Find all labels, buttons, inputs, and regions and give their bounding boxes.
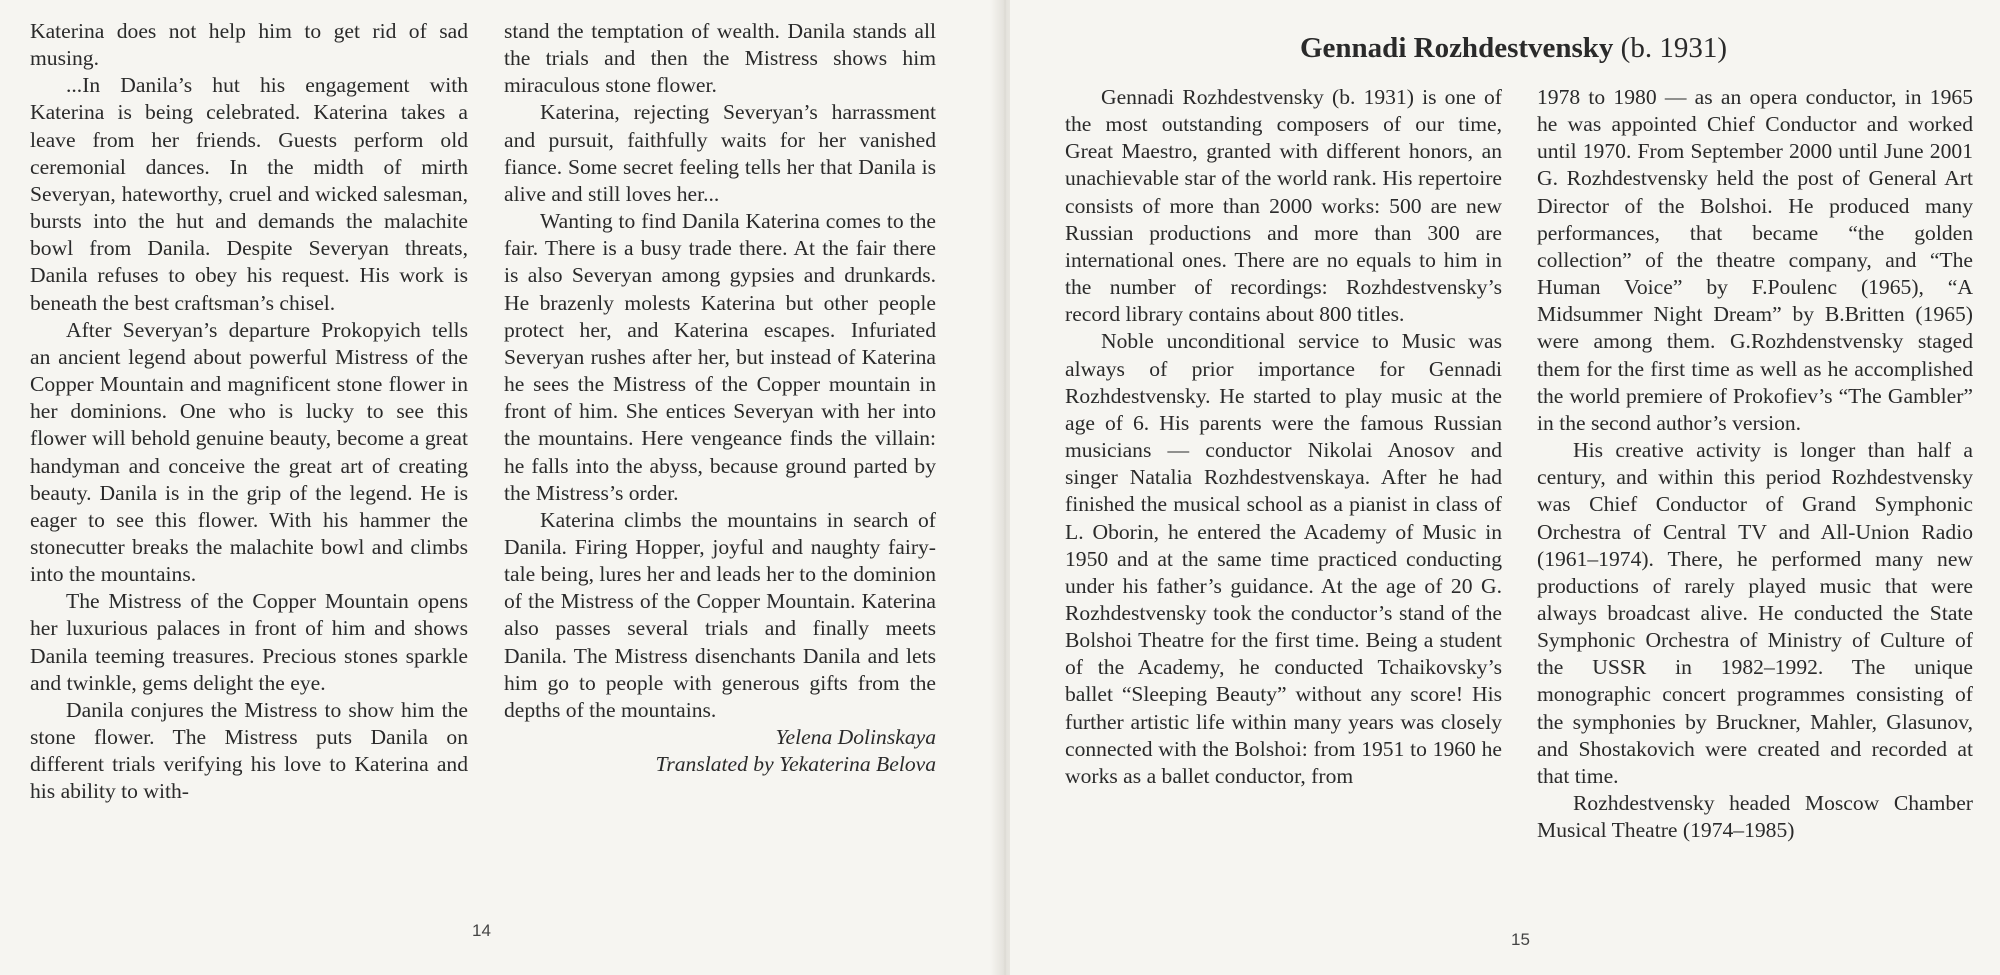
translator-credit: Translated by Yekaterina Belova [655, 752, 936, 777]
author-signature: Yelena Dolinskaya [775, 725, 936, 750]
left-page-column-1 [30, 18, 468, 806]
right-page-column-2 [1537, 84, 1973, 844]
paragraph: ...In Danila’s hut his engagement with Katerina is being celebrated. Katerina takes a leave from her friends. Guests perform old ceremonial dances. In the midth of mirth Severyan, hateworthy, cruel and wicked salesman, bursts into the hut and demands the malachite bowl from Danila. Despite Severyan threats, Danila refuses to obey his request. His work is beneath the best craftsman’s chisel. [30, 73, 468, 315]
paragraph: 1978 to 1980 — as an opera conductor, in 1965 he was appointed Chief Conductor and worked until 1970. From September 2000 until June 2001 G. Rozhdestvensky held the post of General Art Director of the Bolshoi. He produced many performances, that became “the golden collection” of the theatre company, and “The Human Voice” by F.Poulenc (1965), “A Midsummer Night Dream” by B.Britten (1965) were among them. G.Rozhdenstvensky staged them for the first time as well as he accomplished the world premiere of Prokofiev’s “The Gambler” in the second author’s version. [1537, 85, 1973, 435]
paragraph: Danila conjures the Mistress to show him the stone flower. The Mistress puts Danila on different trials verifying his love to Katerina and his ability to with- [30, 697, 468, 804]
article-title [1300, 30, 2000, 66]
paragraph: Katerina climbs the mountains in search of Danila. Firing Hopper, joyful and naughty fairy-tale being, lures her and leads her to the dominion of the Mistress of the Copper Mountain. Katerina also passes several trials and finally meets Danila. The Mistress disenchants Danila and lets him go to people with generous gifts from the depths of the mountains. [504, 507, 936, 722]
paragraph: Noble unconditional service to Music was always of prior importance for Gennadi Rozhdestvensky. He started to play music at the age of 6. His parents were the famous Russian musicians — conductor Nikolai Anosov and singer Natalia Rozhdestvenskaya. After he had finished the musical school as a pianist in class of L. Oborin, he entered the Academy of Music in 1950 and at the same time practiced conducting under his father’s guidance. At the age of 20 G. Rozhdestvensky took the conductor’s stand of the Bolshoi Theatre for the first time. Being a student of the Academy, he conducted Tchaikovsky’s ballet “Sleeping Beauty” without any score! His further artistic life within many years was closely connected with the Bolshoi: from 1951 to 1960 he works as a ballet conductor, from [1065, 329, 1502, 788]
page-number-right: 15 [1511, 930, 1530, 949]
paragraph: His creative activity is longer than half a century, and within this period Rozhdestvensky was Chief Conductor of Grand Symphonic Orchestra of Central TV and All-Union Radio (1961–1974). There, he performed many new productions of rarely played music that were always broadcast alive. He conducted the State Symphonic Orchestra of Ministry of Culture of the USSR in 1982–1992. The unique monographic concert programmes consisting of the symphonies by Bruckner, Mahler, Glasunov, and Shostakovich were created and recorded at that time. [1537, 438, 1973, 788]
paragraph: Katerina does not help him to get rid of sad musing. [30, 19, 468, 71]
paragraph: After Severyan’s departure Prokopyich tells an ancient legend about powerful Mistress of the Copper Mountain and magnificent stone flower in her dominions. One who is lucky to see this flower will behold genuine beauty, become a great handyman and conceive the great art of creating beauty. Danila is in the grip of the legend. He is eager to see this flower. With his hammer the stonecutter breaks the malachite bowl and climbs into the mountains. [30, 317, 468, 587]
paragraph: stand the temptation of wealth. Danila stands all the trials and then the Mistress shows him miraculous stone flower. [504, 19, 936, 98]
paragraph: Rozhdestvensky headed Moscow Chamber Musical Theatre (1974–1985) [1537, 791, 1973, 843]
paragraph: Gennadi Rozhdestvensky (b. 1931) is one of the most outstanding composers of our time, Great Maestro, granted with different honors, an unachievable star of the world rank. His repertoire consists of more than 2000 works: 500 are new Russian productions and more than 300 are international ones. There are no equals to him in the number of recordings: Rozhdestvensky’s record library contains about 800 titles. [1065, 85, 1502, 327]
title-years: (b. 1931) [1613, 32, 1727, 64]
paragraph: The Mistress of the Copper Mountain opens her luxurious palaces in front of him and shows Danila teeming treasures. Precious stones sparkle and twinkle, gems delight the eye. [30, 589, 468, 695]
left-page-column-2 [504, 18, 936, 778]
paragraph: Katerina, rejecting Severyan’s harrassment and pursuit, faithfully waits for her vanished fiance. Some secret feeling tells her that Danila is alive and still loves her... [504, 100, 936, 206]
page-number-left: 14 [472, 921, 491, 940]
title-name: Gennadi Rozhdestvensky [1300, 32, 1614, 64]
paragraph: Wanting to find Danila Katerina comes to the fair. There is a busy trade there. At the fair there is also Severyan among gypsies and drunkards. He brazenly molests Katerina but other people protect her, and Katerina escapes. Infuriated Severyan rushes after her, but instead of Katerina he sees the Mistress of the Copper mountain in front of him. She entices Severyan with her into the mountains. Here vengeance finds the villain: he falls into the abyss, because ground parted by the Mistress’s order. [504, 209, 936, 505]
left-page-column-2-body [504, 18, 936, 724]
right-page-column-1 [1065, 84, 1502, 790]
